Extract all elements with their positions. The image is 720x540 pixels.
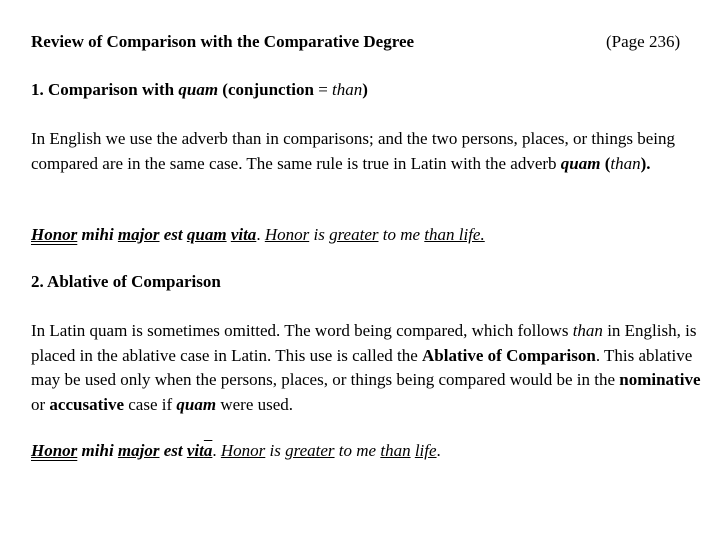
- section-2-paragraph: [31, 319, 707, 417]
- heading-open-paren: (: [218, 80, 228, 99]
- section-1-paragraph: [31, 127, 707, 176]
- heading-close-paren: ): [362, 80, 368, 99]
- latin-a-macron: a: [203, 441, 213, 460]
- section-2-heading: 2. Ablative of Comparison: [31, 272, 221, 291]
- latin-mihi: mihi: [81, 441, 114, 460]
- latin-honor: Honor: [31, 441, 78, 460]
- english-than: than: [380, 441, 411, 460]
- latin-est: est: [163, 225, 183, 244]
- paragraph-text-d: case if: [124, 394, 177, 414]
- term-accusative: accusative: [49, 394, 125, 414]
- paragraph-text-a: In Latin quam is sometimes omitted. The word being compared, which follows: [31, 321, 573, 340]
- section-1-example: [31, 225, 485, 245]
- heading-number-text: 1. Comparison with: [31, 80, 179, 99]
- latin-major: major: [117, 225, 160, 244]
- paragraph-text-or: or: [31, 394, 50, 414]
- heading-than: than: [332, 80, 363, 99]
- latin-vita: [187, 441, 213, 460]
- heading-conjunction: conjunction: [227, 80, 314, 99]
- close-paren: ).: [640, 153, 651, 173]
- english-life: life: [414, 441, 437, 460]
- english-greater: greater: [329, 225, 379, 244]
- english-to-me: to me: [334, 441, 381, 460]
- word-quam: quam: [176, 394, 217, 414]
- english-is: is: [265, 441, 286, 460]
- latin-major: major: [117, 441, 160, 460]
- english-honor: Honor: [264, 225, 310, 244]
- paragraph-text-c: . This ablative may be used only when the persons, places, or things being compared would be in the: [31, 345, 693, 389]
- adverb-quam: quam: [560, 153, 601, 173]
- latin-honor: Honor: [31, 225, 78, 244]
- english-is: is: [309, 225, 330, 244]
- latin-vit: vit: [186, 441, 204, 460]
- english-to-me: to me: [378, 225, 425, 244]
- section-1-heading: [31, 80, 368, 100]
- heading-equals: =: [313, 80, 333, 99]
- paragraph-text-b: in English, is placed in the ablative case in Latin. This use is called the: [31, 321, 697, 365]
- heading-quam: quam: [178, 80, 219, 99]
- page-title: Review of Comparison with the Comparative Degree: [31, 32, 415, 51]
- english-period: .: [436, 441, 441, 460]
- open-paren: (: [600, 153, 611, 173]
- paragraph-text-e: were used.: [216, 394, 294, 414]
- paragraph-text: In English we use the adverb than in comparisons; and the two persons, places, or things being compared are in the same case. The same rule is true in Latin with the adverb: [31, 129, 675, 173]
- word-than: than: [572, 321, 603, 340]
- english-than-life: than life.: [424, 225, 485, 244]
- term-nominative: nominative: [619, 370, 701, 389]
- latin-vita: vita: [230, 225, 257, 244]
- latin-mihi: mihi: [81, 225, 114, 244]
- page-reference: (Page 236): [606, 32, 681, 51]
- section-2-example: [31, 441, 441, 461]
- example-period: .: [212, 441, 217, 460]
- latin-est: est: [163, 441, 183, 460]
- latin-quam: quam: [186, 225, 227, 244]
- adverb-than: than: [610, 153, 641, 173]
- term-ablative-of-comparison: Ablative of Comparison: [422, 345, 596, 365]
- example-period: .: [256, 225, 261, 244]
- english-honor: Honor: [220, 441, 266, 460]
- english-greater: greater: [285, 441, 335, 460]
